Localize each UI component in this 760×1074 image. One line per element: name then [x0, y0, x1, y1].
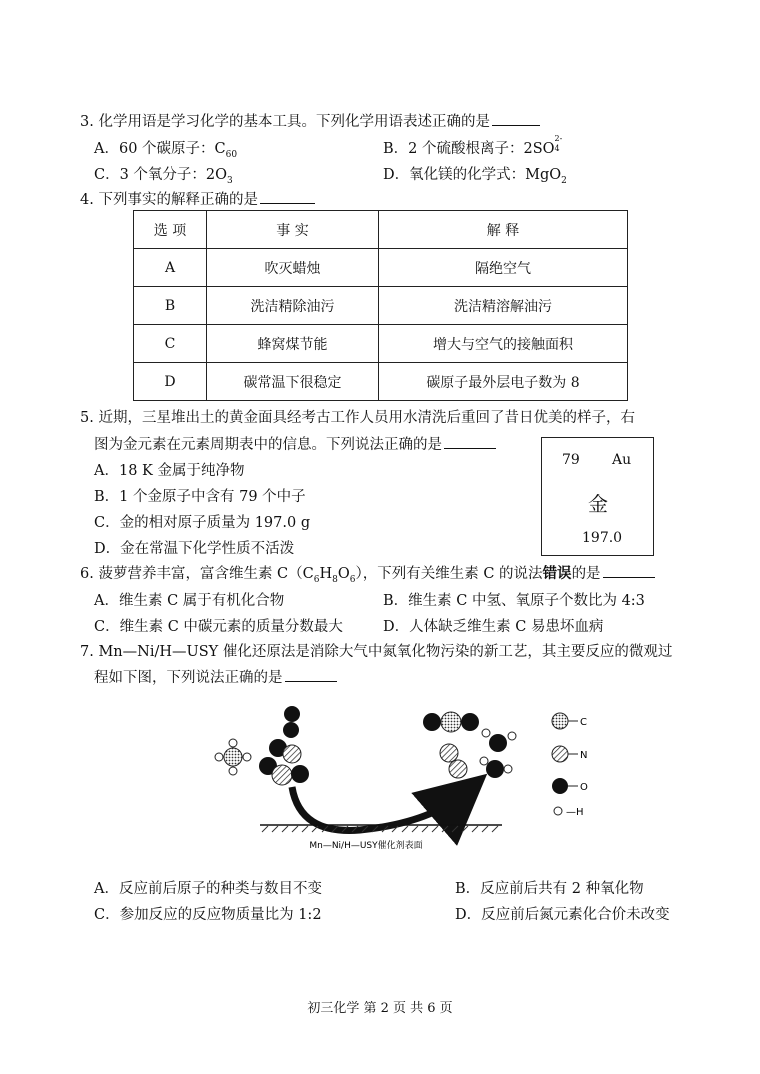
subscript: 8 [332, 574, 338, 585]
page-footer: 初三化学 第 2 页 共 6 页 [307, 1001, 453, 1016]
formula-part: O [337, 566, 350, 582]
answer-blank [603, 563, 655, 578]
table-cell: 蜂窝煤节能 [207, 325, 379, 363]
q5-stem-text: 图为金元素在元素周期表中的信息。下列说法正确的是 [94, 437, 442, 453]
answer-blank [444, 434, 496, 449]
subscript: 4 [554, 144, 560, 153]
q6-stem-text: 6. 菠萝营养丰富，富含维生素 C（C [80, 566, 314, 582]
answer-blank [492, 111, 540, 126]
element-symbol: Au [612, 452, 632, 468]
atomic-mass: 197.0 [582, 530, 623, 546]
q6-stem [80, 562, 655, 585]
table-cell: 增大与空气的接触面积 [379, 325, 628, 363]
q3-stem-text: 3. 化学用语是学习化学的基本工具。下列化学用语表述正确的是 [80, 114, 490, 130]
q7-stem-text: 程如下图，下列说法正确的是 [94, 670, 283, 686]
formula-part: H [319, 566, 333, 582]
superscript: 2- [554, 134, 563, 143]
q7-option-b: B．反应前后共有 2 种氧化物 [455, 881, 644, 897]
table-cell: 碳原子最外层电子数为 8 [379, 363, 628, 401]
q5-stem-line1: 5. 近期，三星堆出土的黄金面具经考古工作人员用水清洗后重回了昔日优美的样子，右 [80, 410, 635, 426]
q3-option-c-text: C．3 个氧分子：2O [94, 167, 228, 183]
q3-stem [80, 110, 540, 131]
q3-option-d-text: D．氧化镁的化学式：MgO [383, 167, 562, 183]
table-cell: 洗洁精除油污 [207, 287, 379, 325]
q5-option-a: A．18 K 金属于纯净物 [94, 463, 245, 479]
nitrogen-molecule [440, 744, 467, 778]
reaction-arrow [292, 787, 466, 830]
element-name: 金 [588, 492, 608, 516]
q7-option-d: D．反应前后氮元素化合价未改变 [455, 907, 670, 923]
table-cell: C [134, 325, 207, 363]
q6-option-b: B．维生素 C 中氢、氧原子个数比为 4:3 [383, 593, 645, 609]
table-cell: 洗洁精溶解油污 [379, 287, 628, 325]
q6-stem-text: ），下列有关维生素 C 的说法 [355, 566, 543, 582]
subscript: 3 [227, 175, 233, 186]
q6-stem-text: 的是 [571, 566, 601, 582]
q5-option-c: C．金的相对原子质量为 197.0 g [94, 515, 311, 531]
table-header: 事 实 [207, 211, 379, 249]
q4-stem-text: 4. 下列事实的解释正确的是 [80, 192, 258, 208]
surface-label: Mn—Ni/H—USY催化剂表面 [309, 841, 423, 851]
q6-option-c: C．维生素 C 中碳元素的质量分数最大 [94, 619, 343, 635]
water-molecule [482, 729, 516, 752]
table-row [134, 325, 628, 363]
subscript: 6 [313, 574, 320, 585]
q3-option-c [94, 163, 233, 186]
q7-stem-line2 [94, 666, 337, 687]
q6-option-d: D．人体缺乏维生素 C 易患坏血病 [383, 619, 604, 635]
carbon-dioxide-molecule [423, 712, 479, 732]
q7-option-a: A．反应前后原子的种类与数目不变 [94, 881, 322, 897]
q5-option-d: D．金在常温下化学性质不活泼 [94, 541, 295, 557]
nitrogen-dioxide-molecule [259, 739, 309, 785]
table-row [134, 287, 628, 325]
sub-sup-pair [554, 134, 567, 153]
table-cell: 吹灭蜡烛 [207, 249, 379, 287]
table-cell: D [134, 363, 207, 401]
table-cell: 隔绝空气 [379, 249, 628, 287]
q5-option-b: B．1 个金原子中含有 79 个中子 [94, 489, 306, 505]
atom-legend [552, 713, 588, 818]
legend-label: O [580, 782, 588, 793]
periodic-element-card [541, 437, 654, 556]
oxygen-molecule [283, 706, 300, 738]
atomic-number: 79 [562, 452, 580, 468]
table-cell: 碳常温下很稳定 [207, 363, 379, 401]
q7-option-c: C．参加反应的反应物质量比为 1:2 [94, 907, 322, 923]
q3-option-a [94, 137, 237, 160]
water-molecule [480, 757, 512, 778]
reaction-diagram [0, 690, 760, 860]
legend-label: N [580, 750, 588, 761]
subscript: 2 [561, 175, 567, 186]
table-header-row [134, 211, 628, 249]
legend-label: —H [566, 807, 584, 818]
table-row [134, 363, 628, 401]
q6-option-a: A．维生素 C 属于有机化合物 [94, 593, 285, 609]
emphasis-text: 错误 [542, 565, 572, 582]
subscript: 60 [225, 149, 238, 160]
table-cell: A [134, 249, 207, 287]
table-header: 选 项 [134, 211, 207, 249]
q4-table [133, 210, 628, 401]
subscript: 6 [349, 574, 356, 585]
table-row [134, 249, 628, 287]
answer-blank [260, 189, 315, 204]
q7-stem-line1: 7. Mn—Ni/H—USY 催化还原法是消除大气中氮氧化物污染的新工艺，其主要反应的微观过 [80, 644, 673, 660]
q3-option-a-text: A．60 个碳原子：C [94, 141, 226, 157]
q3-option-d [383, 163, 567, 186]
q4-stem [80, 188, 315, 209]
table-header: 解 释 [379, 211, 628, 249]
q3-option-b [383, 134, 567, 158]
answer-blank [285, 667, 337, 682]
q3-option-b-text: B．2 个硫酸根离子：2SO [383, 141, 555, 157]
methane-molecule [215, 739, 251, 775]
table-cell: B [134, 287, 207, 325]
q5-stem-line2 [94, 433, 496, 454]
legend-label: C [580, 717, 587, 728]
